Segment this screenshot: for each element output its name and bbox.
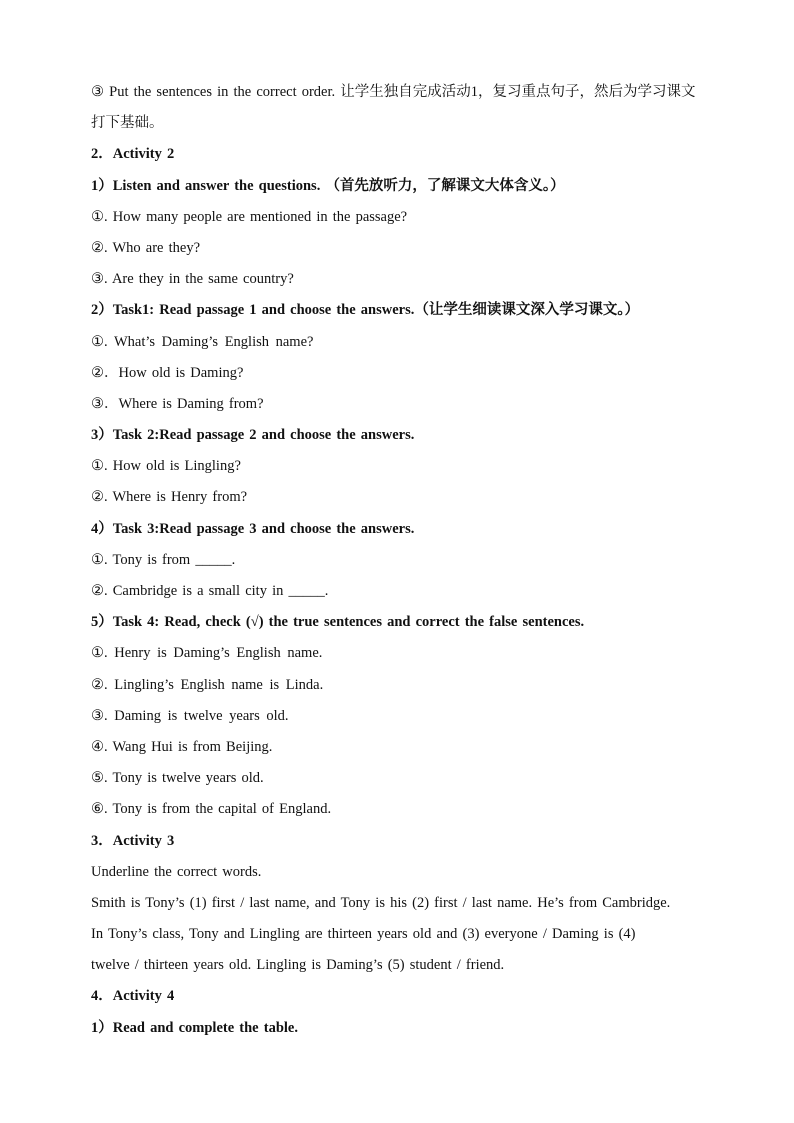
order-instruction-line-2: 打下基础。 xyxy=(91,115,164,132)
task-1-question-3: ③．Where is Daming from? xyxy=(91,395,264,412)
task-1-question-2: ②．How old is Daming? xyxy=(91,364,244,381)
activity-4-task-heading: 1）Read and complete the table. xyxy=(91,1019,298,1036)
listen-task-heading: 1）Listen and answer the questions. （首先放听力，了解课文大体含义。） xyxy=(91,177,565,194)
activity-3-heading: 3．Activity 3 xyxy=(91,832,175,849)
task-3-question-1: ①. Tony is from _____. xyxy=(91,551,236,568)
listen-question-3: ③. Are they in the same country? xyxy=(91,271,294,288)
task-2-heading: 3）Task 2:Read passage 2 and choose the answers. xyxy=(91,427,415,444)
task-2-question-2: ②. Where is Henry from? xyxy=(91,489,248,506)
activity-3-passage-line-2: In Tony’s class, Tony and Lingling are thirteen years old and (3) everyone / Daming is (4) xyxy=(91,926,636,943)
task-4-sentence-5: ⑤. Tony is twelve years old. xyxy=(91,770,264,787)
listen-question-2: ②. Who are they? xyxy=(91,239,201,256)
document-page xyxy=(91,80,711,1047)
task-3-question-2: ②. Cambridge is a small city in _____. xyxy=(91,583,329,599)
task-4-sentence-4: ④. Wang Hui is from Beijing. xyxy=(91,738,273,755)
task-4-heading: 5）Task 4: Read, check (√) the true sentences and correct the false sentences. xyxy=(91,614,585,631)
task-1-question-1: ①. What’s Daming’s English name? xyxy=(91,333,314,350)
task-4-sentence-3: ③. Daming is twelve years old. xyxy=(91,707,289,724)
activity-3-instruction: Underline the correct words. xyxy=(91,863,262,880)
activity-3-passage-line-1: Smith is Tony’s (1) first / last name, and Tony is his (2) first / last name. He’s from Cambridge. xyxy=(91,894,671,911)
task-1-heading: 2）Task1: Read passage 1 and choose the answers.（让学生细读课文深入学习课文。） xyxy=(91,302,640,319)
activity-4-heading: 4．Activity 4 xyxy=(91,988,175,1005)
task-4-sentence-1: ①. Henry is Daming’s English name. xyxy=(91,645,323,662)
task-4-sentence-2: ②. Lingling’s English name is Linda. xyxy=(91,676,324,693)
task-2-question-1: ①. How old is Lingling? xyxy=(91,458,241,475)
task-3-heading: 4）Task 3:Read passage 3 and choose the answers. xyxy=(91,520,415,537)
order-instruction-line-1: ③ Put the sentences in the correct order. 让学生独自完成活动1，复习重点句子，然后为学习课文 xyxy=(91,84,696,100)
activity-3-passage-line-3: twelve / thirteen years old. Lingling is Daming’s (5) student / friend. xyxy=(91,957,505,974)
task-4-sentence-6: ⑥. Tony is from the capital of England. xyxy=(91,801,332,818)
listen-question-1: ①. How many people are mentioned in the passage? xyxy=(91,208,408,225)
activity-2-heading: 2．Activity 2 xyxy=(91,146,175,163)
